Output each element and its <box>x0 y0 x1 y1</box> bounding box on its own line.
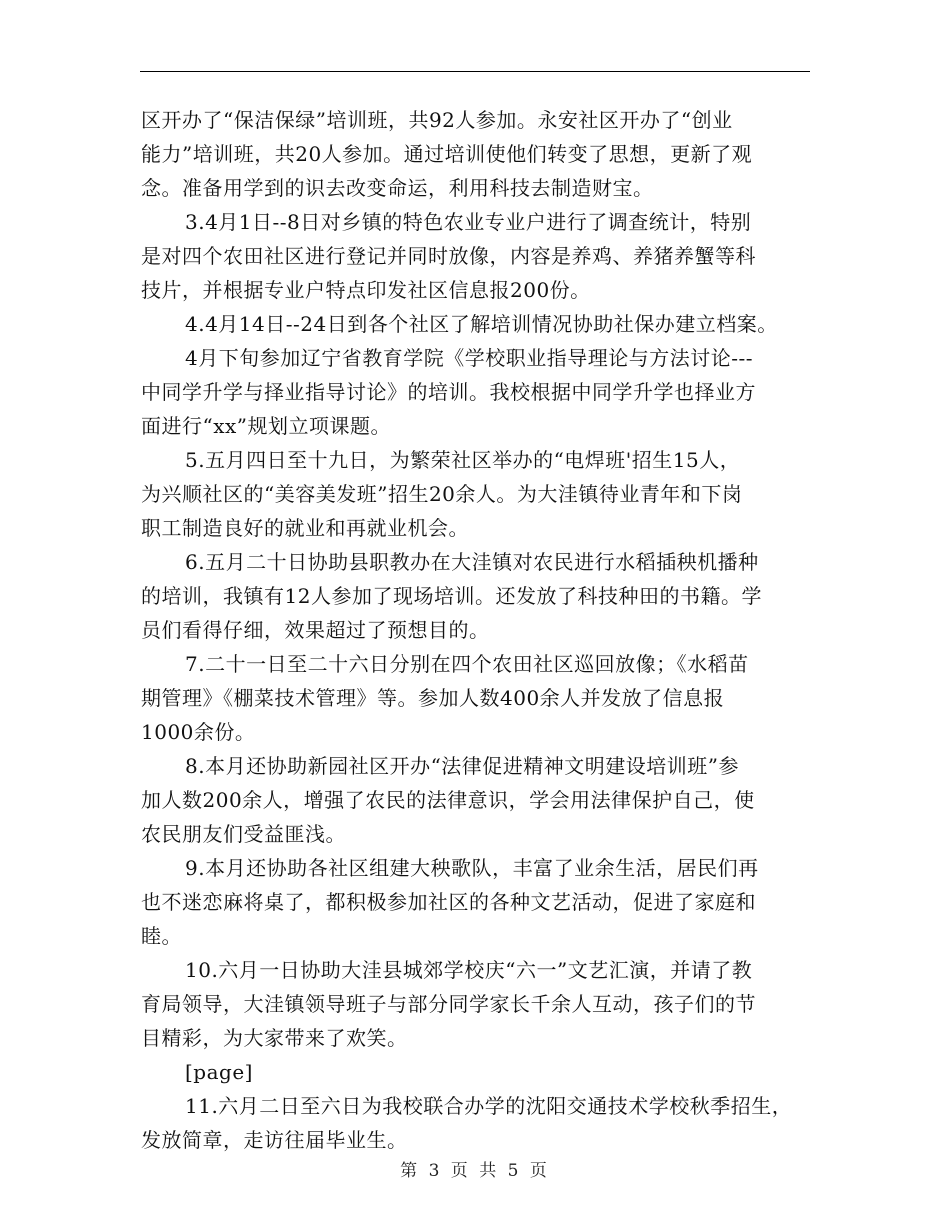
text-line: 的培训，我镇有12人参加了现场培训。还发放了科技种田的书籍。学 <box>141 584 762 608</box>
text-line: 7.二十一日至二十六日分别在四个农田社区巡回放像；《水稻苗 <box>185 652 749 676</box>
text-line: 育局领导，大洼镇领导班子与部分同学家长千余人互动，孩子们的节 <box>141 992 756 1016</box>
text-line: 也不迷恋麻将桌了，都积极参加社区的各种文艺活动，促进了家庭和 <box>141 890 756 914</box>
text-line: 发放简章，走访往届毕业生。 <box>141 1128 408 1152</box>
paragraph-item-4 <box>141 307 813 341</box>
text-line: 念。准备用学到的识去改变命运，利用科技去制造财宝。 <box>141 176 654 200</box>
text-line: 能力”培训班，共20人参加。通过培训使他们转变了思想，更新了观 <box>141 142 753 166</box>
text-line: [page] <box>185 1060 253 1084</box>
text-line: 4.4月14日--24日到各个社区了解培训情况协助社保办建立档案。 <box>185 312 778 336</box>
text-line: 技片，并根据专业户特点印发社区信息报200份。 <box>141 278 591 302</box>
text-line: 职工制造良好的就业和再就业机会。 <box>141 516 469 540</box>
text-line: 加人数200余人，增强了农民的法律意识，学会用法律保护自己，使 <box>141 788 755 812</box>
paragraph-item-11 <box>141 1089 813 1157</box>
document-body <box>141 103 813 1157</box>
text-line: 8.本月还协助新园社区开办“法律促进精神文明建设培训班”参 <box>185 754 740 778</box>
text-line: 6.五月二十日协助县职教办在大洼镇对农民进行水稻插秧机播种 <box>185 550 759 574</box>
text-line: 4月下旬参加辽宁省教育学院《学校职业指导理论与方法讨论--- <box>185 346 753 370</box>
text-line: 11.六月二日至六日为我校联合办学的沈阳交通技术学校秋季招生， <box>185 1094 793 1118</box>
text-line: 5.五月四日至十九日，为繁荣社区举办的“电焊班'招生15人， <box>185 448 741 472</box>
text-line: 员们看得仔细，效果超过了预想目的。 <box>141 618 490 642</box>
paragraph-item-5 <box>141 443 813 545</box>
paragraph-item-6 <box>141 545 813 647</box>
text-line: 睦。 <box>141 924 182 948</box>
text-line: 9.本月还协助各社区组建大秧歌队，丰富了业余生活，居民们再 <box>185 856 759 880</box>
text-line: 面进行“xx”规划立项课题。 <box>141 414 392 438</box>
paragraph-1 <box>141 103 813 205</box>
text-line: 中同学升学与择业指导讨论》的培训。我校根据中同学升学也择业方 <box>141 380 756 404</box>
paragraph-item-7 <box>141 647 813 749</box>
paragraph-item-10 <box>141 953 813 1055</box>
text-line: 10.六月一日协助大洼县城郊学校庆“六一”文艺汇演，并请了教 <box>185 958 753 982</box>
text-line: 是对四个农田社区进行登记并同时放像，内容是养鸡、养猪养蟹等科 <box>141 244 756 268</box>
text-line: 区开办了“保洁保绿”培训班，共92人参加。永安社区开办了“创业 <box>141 108 733 132</box>
page-number: 第 3 页 共 5 页 <box>400 1161 550 1181</box>
paragraph-item-9 <box>141 851 813 953</box>
paragraph-training-note <box>141 341 813 443</box>
text-line: 1000余份。 <box>141 720 256 744</box>
paragraph-item-3 <box>141 205 813 307</box>
text-line: 为兴顺社区的“美容美发班”招生20余人。为大洼镇待业青年和下岗 <box>141 482 743 506</box>
text-line: 目精彩，为大家带来了欢笑。 <box>141 1026 408 1050</box>
page-break-marker <box>141 1055 813 1089</box>
text-line: 期管理》《棚菜技术管理》等。参加人数400余人并发放了信息报 <box>141 686 725 710</box>
header-rule <box>140 71 810 72</box>
text-line: 3.4月1日--8日对乡镇的特色农业专业户进行了调查统计，特别 <box>185 210 752 234</box>
text-line: 农民朋友们受益匪浅。 <box>141 822 346 846</box>
paragraph-item-8 <box>141 749 813 851</box>
